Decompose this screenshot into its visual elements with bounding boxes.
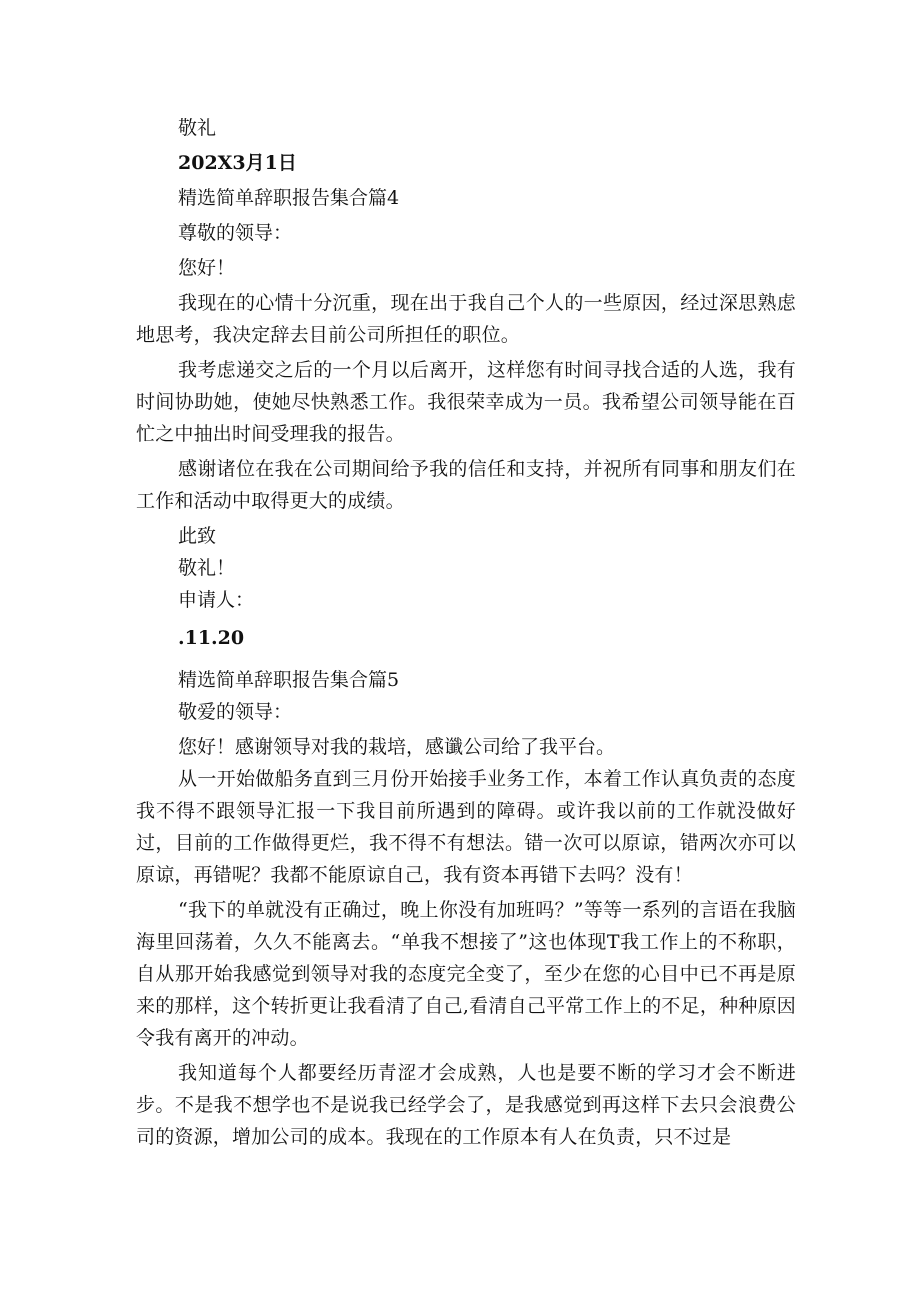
body-paragraph: “我下的单就没有正确过，晚上你没有加班吗？”等等一系列的言语在我脑海里回荡着，久久不能离去。“单我不想接了”这也体现T我工作上的不称职，自从那开始我感觉到领导对我的态度完全变了，至少在您的心目中已不再是原来的那样，这个转折更让我看清了自己,看清自己平常工作上的不足，种种原因令我有离开的冲动。: [136, 899, 796, 1049]
letter-date: 202X3月1日: [178, 152, 297, 174]
closing-salute: 敬礼！: [178, 557, 236, 579]
body-paragraph: 我知道每个人都要经历青涩才会成熟，人也是要不断的学习才会不断进步。不是我不想学也不是说我已经学会了，是我感觉到再这样下去只会浪费公司的资源，增加公司的成本。我现在的工作原本有人在负责，只不过是: [136, 1062, 796, 1148]
body-paragraph: 我现在的心情十分沉重，现在出于我自己个人的一些原因，经过深思熟虑地思考，我决定辞去目前公司所担任的职位。: [136, 292, 796, 346]
closing-phrase: 此致: [178, 525, 217, 547]
body-paragraph: 我考虑递交之后的一个月以后离开，这样您有时间寻找合适的人选，我有时间协助她，使她尽快熟悉工作。我很荣幸成为一员。我希望公司领导能在百忙之中抽出时间受理我的报告。: [136, 359, 796, 445]
body-paragraph: 从一开始做船务直到三月份开始接手业务工作，本着工作认真负责的态度我不得不跟领导汇报一下我目前所遇到的障碍。或许我以前的工作就没做好过，目前的工作做得更烂，我不得不有想法。错一次可以原谅，错两次亦可以原谅，再错呢？我都不能原谅自己，我有资本再错下去吗？没有！: [136, 768, 796, 886]
applicant-label: 申请人：: [178, 589, 255, 611]
greeting: 您好！: [178, 257, 236, 279]
section-heading-4: 精选简单辞职报告集合篇4: [178, 187, 400, 209]
document-page: [136, 112, 796, 1156]
body-paragraph: 感谢诸位在我在公司期间给予我的信任和支持，并祝所有同事和朋友们在工作和活动中取得更大的成绩。: [136, 458, 796, 512]
letter-date: .11.20: [178, 627, 245, 649]
greeting: 您好！感谢领导对我的栽培，感谶公司给了我平台。: [178, 736, 616, 758]
salutation: 敬爱的领导：: [178, 701, 293, 723]
salutation: 尊敬的领导：: [178, 222, 293, 244]
section-heading-5: 精选简单辞职报告集合篇5: [178, 669, 400, 691]
closing-salute: 敬礼: [178, 117, 217, 139]
